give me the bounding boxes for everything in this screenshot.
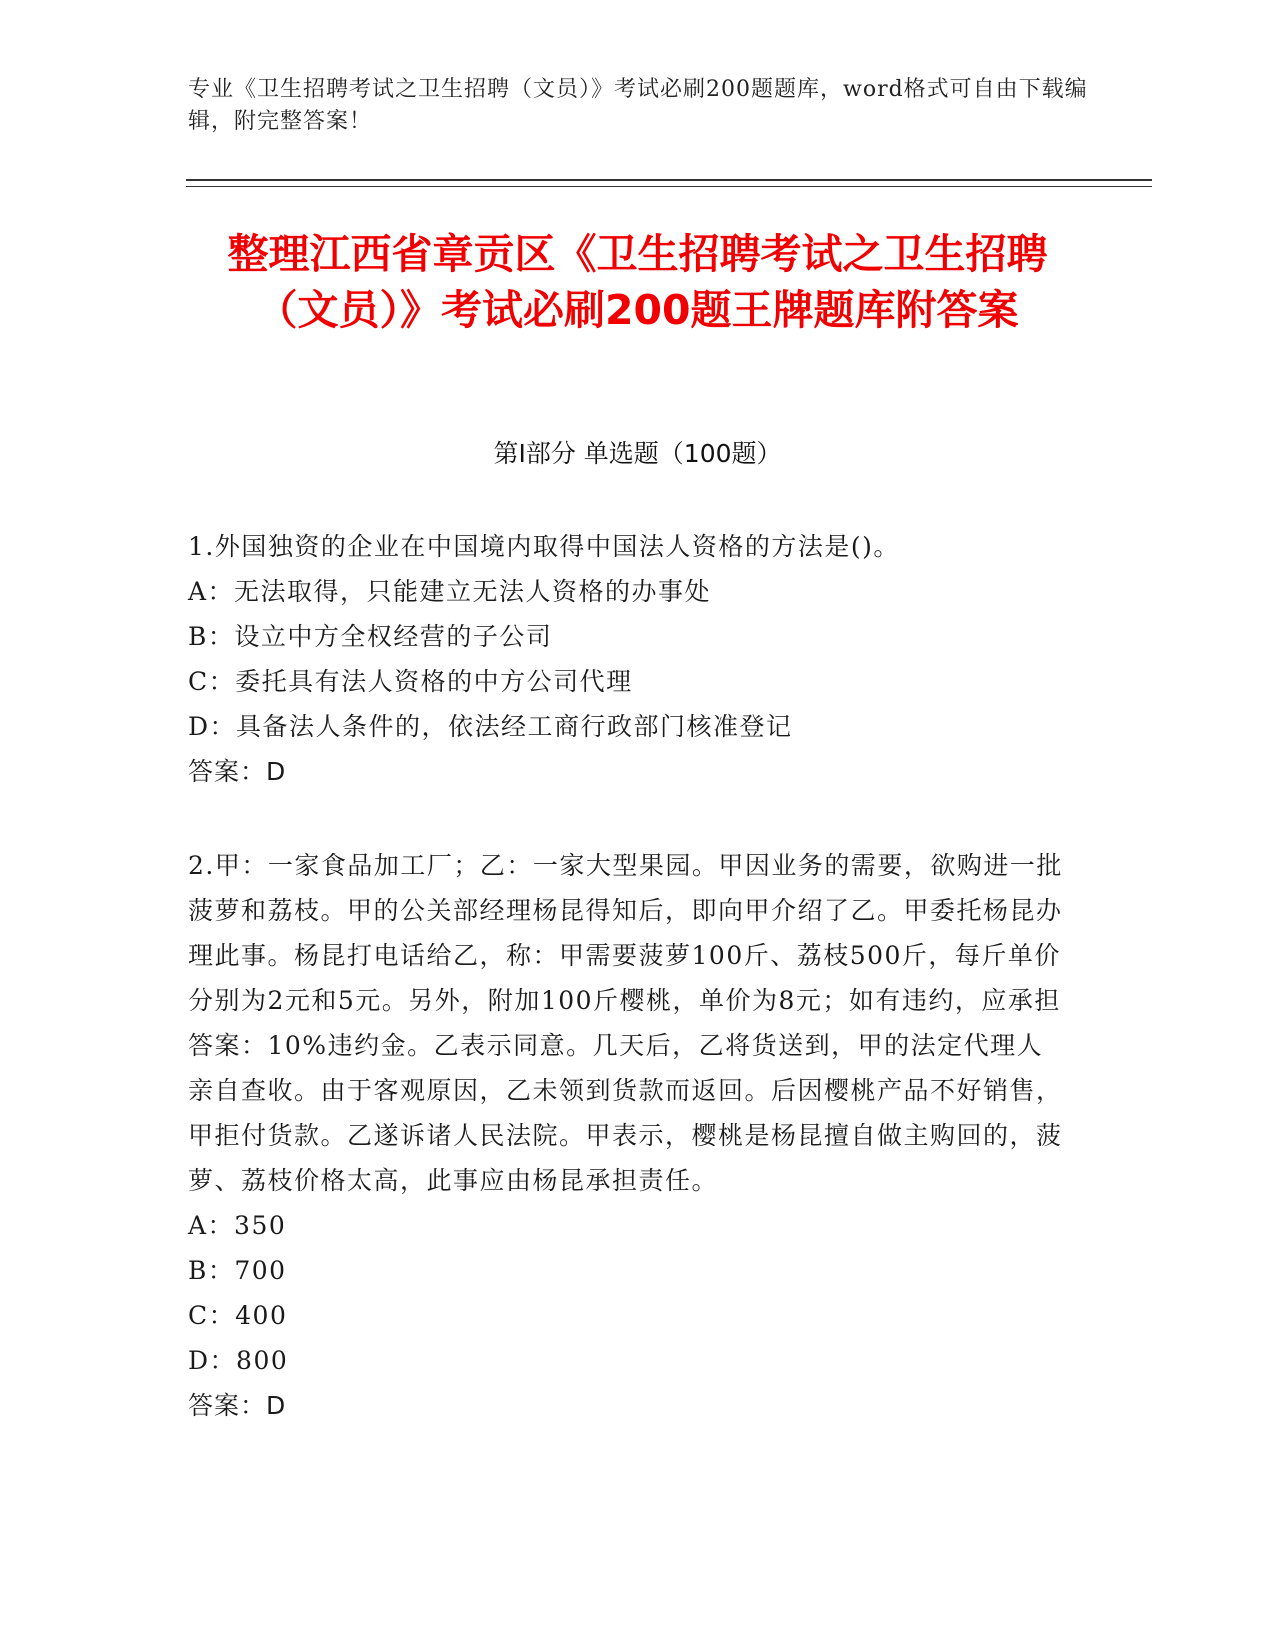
- option-d: D：800: [188, 1346, 289, 1375]
- question-stem: 2.甲：一家食品加工厂；乙：一家大型果园。甲因业务的需要，欲购进一批菠萝和荔枝。甲的公关部经理杨昆得知后，即向甲介绍了乙。甲委托杨昆办理此事。杨昆打电话给乙，称：甲需要菠萝100斤、荔枝500斤，每斤单价分别为2元和5元。另外，附加100斤樱桃，单价为8元；如有违约，应承担答案：10%违约金。乙表示同意。几天后，乙将货送到，甲的法定代理人亲自查收。由于客观原因，乙未领到货款而返回。后因樱桃产品不好销售，甲拒付货款。乙遂诉诸人民法院。甲表示，樱桃是杨昆擅自做主购回的，菠萝、荔枝价格太高，此事应由杨昆承担责任。: [188, 851, 1063, 1195]
- option-c: C：400: [188, 1301, 288, 1330]
- option-b: B：设立中方全权经营的子公司: [188, 622, 553, 651]
- question-stem: 1.外国独资的企业在中国境内取得中国法人资格的方法是()。: [188, 532, 900, 561]
- option-a: A：无法取得，只能建立无法人资格的办事处: [188, 577, 712, 606]
- question-2: [188, 843, 1068, 1428]
- option-d: D：具备法人条件的，依法经工商行政部门核准登记: [188, 712, 793, 741]
- header-divider-thin: [186, 186, 1152, 187]
- section-title: 第Ⅰ部分 单选题（100题）: [493, 439, 782, 468]
- answer: 答案：D: [188, 1391, 287, 1420]
- question-1: [188, 524, 1068, 794]
- document-title: 整理江西省章贡区《卫生招聘考试之卫生招聘（文员）》考试必刷200题王牌题库附答案: [227, 230, 1048, 334]
- header-divider-thick: [186, 179, 1152, 181]
- answer: 答案：D: [188, 757, 287, 786]
- header-note: 专业《卫生招聘考试之卫生招聘（文员）》考试必刷200题题库，word格式可自由下载编辑，附完整答案！: [188, 77, 1088, 134]
- option-a: A：350: [188, 1211, 287, 1240]
- option-c: C：委托具有法人资格的中方公司代理: [188, 667, 633, 696]
- option-b: B：700: [188, 1256, 287, 1285]
